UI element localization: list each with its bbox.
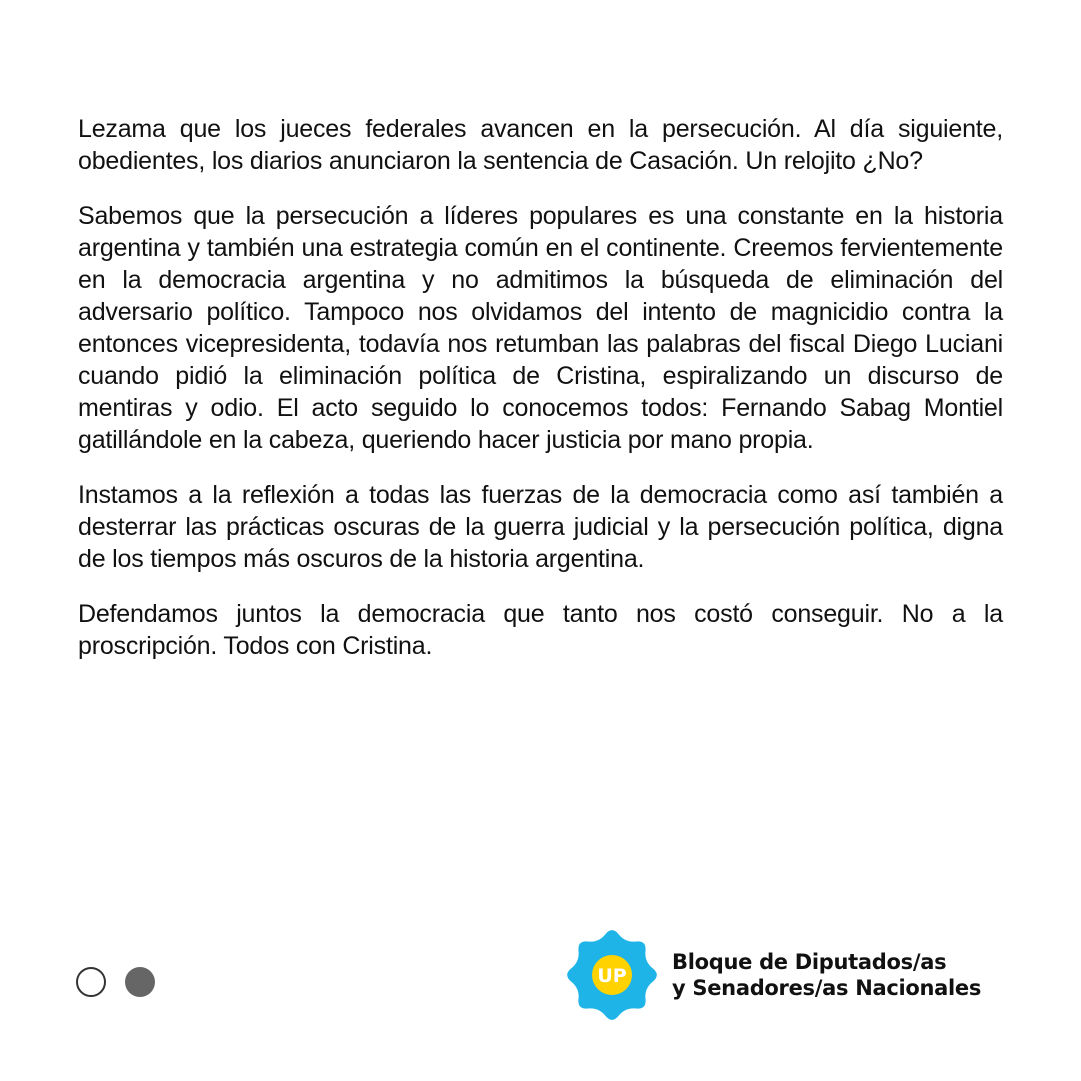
up-sun-logo-icon — [562, 925, 662, 1025]
paragraph-2: Sabemos que la persecución a líderes populares es una constante en la historia argentina y también una estrategia común en el continente. Creemos fervientemente en la democracia argentina y no admitimos la búsqueda de eliminación del adversario político. Tampoco nos olvidamos del intento de magnicidio contra la entonces vicepresidenta, todavía nos retumban las palabras del fiscal Diego Luciani cuando pidió la eliminación política de Cristina, espiralizando un discurso de mentiras y odio. El acto seguido lo conocemos todos: Fernando Sabag Montiel gatillándole en la cabeza, queriendo hacer justicia por mano propia. — [78, 202, 1003, 454]
document-body — [78, 113, 1003, 685]
logo-wordmark — [672, 949, 981, 1001]
pagination-dot-1[interactable] — [76, 967, 106, 997]
logo-line-2: y Senadores/as Nacionales — [672, 976, 982, 1000]
paragraph-3: Instamos a la reflexión a todas las fuerzas de la democracia como así también a desterrar las prácticas oscuras de la guerra judicial y la persecución política, digna de los tiempos más oscuros de la historia argentina. — [78, 481, 1003, 573]
pagination-dot-2-active[interactable] — [125, 967, 155, 997]
bloque-logo — [562, 925, 1003, 1025]
paragraph-4: Defendamos juntos la democracia que tanto nos costó conseguir. No a la proscripción. Todos con Cristina. — [78, 600, 1003, 660]
paragraph-1: Lezama que los jueces federales avancen en la persecución. Al día siguiente, obedientes, los diarios anunciaron la sentencia de Casación. Un relojito ¿No? — [78, 115, 1003, 175]
carousel-pagination — [76, 967, 155, 997]
logo-line-1: Bloque de Diputados/as — [672, 950, 947, 974]
logo-badge-text: UP — [597, 965, 627, 987]
